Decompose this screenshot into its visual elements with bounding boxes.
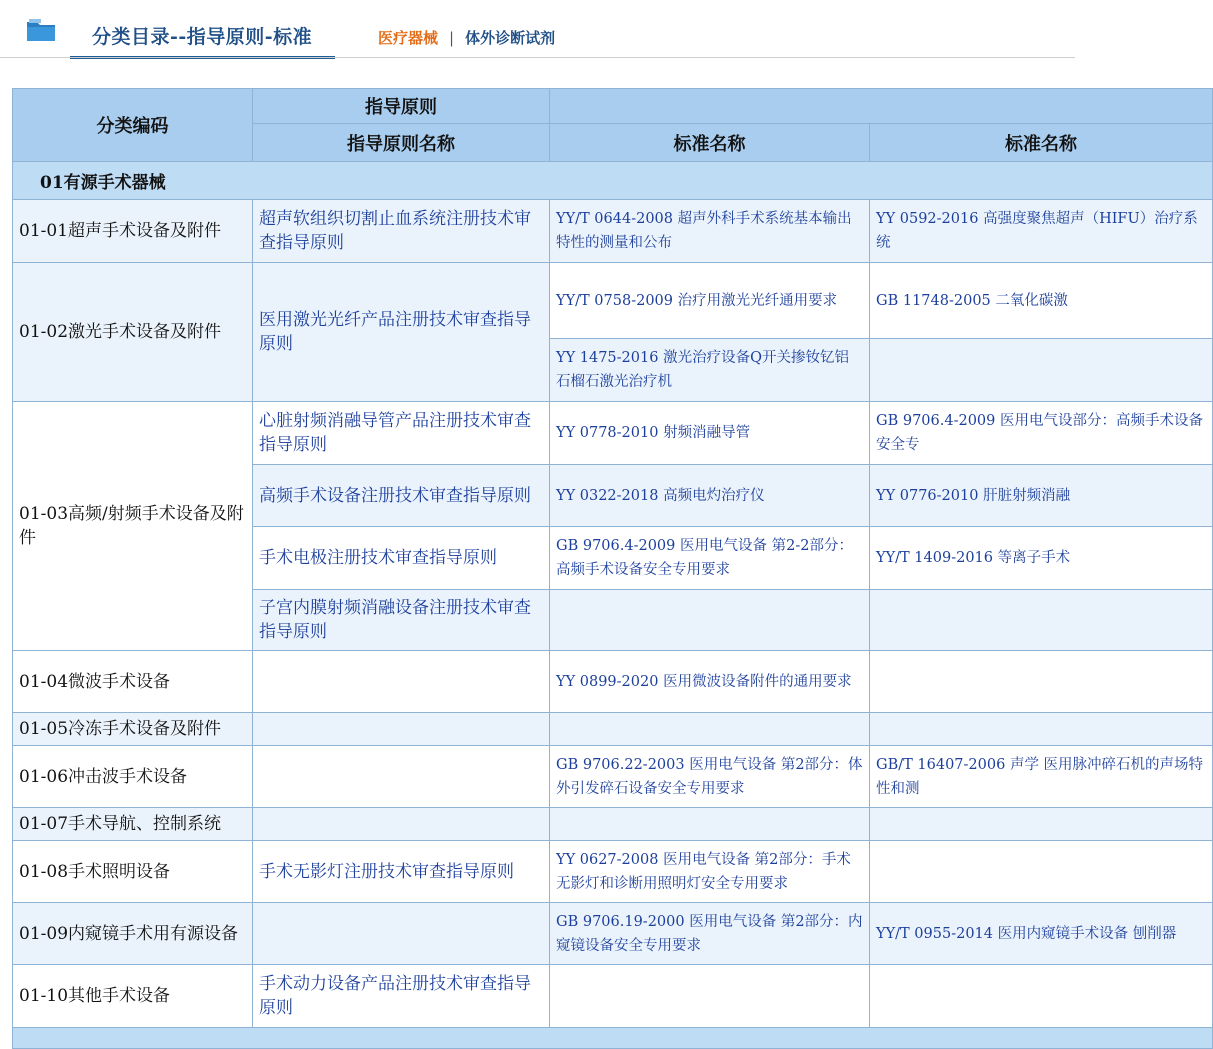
standard-link[interactable] bbox=[550, 965, 870, 1028]
standard-link[interactable]: YY 0776-2010 肝脏射频消融 bbox=[870, 465, 1213, 527]
category-nav bbox=[378, 27, 555, 48]
guide-link[interactable] bbox=[253, 808, 550, 841]
standard-link[interactable]: GB 9706.22-2003 医用电气设备 第2部分：体外引发碎石设备安全专用要求 bbox=[550, 746, 870, 808]
category-code: 01-10其他手术设备 bbox=[13, 965, 253, 1028]
category-code: 01-06冲击波手术设备 bbox=[13, 746, 253, 808]
standard-link[interactable]: YY 0322-2018 高频电灼治疗仪 bbox=[550, 465, 870, 527]
standard-link[interactable] bbox=[870, 713, 1213, 746]
table-row bbox=[13, 965, 1213, 1028]
category-code: 01-05冷冻手术设备及附件 bbox=[13, 713, 253, 746]
section-row-active-surgical: 01有源手术器械 bbox=[13, 162, 1213, 200]
category-code: 01-03高频/射频手术设备及附件 bbox=[13, 402, 253, 651]
standard-link[interactable]: YY 0778-2010 射频消融导管 bbox=[550, 402, 870, 465]
table-row bbox=[13, 651, 1213, 713]
standard-link[interactable] bbox=[870, 808, 1213, 841]
standard-link[interactable]: YY/T 0955-2014 医用内窥镜手术设备 刨削器 bbox=[870, 903, 1213, 965]
col-header-standards-group bbox=[550, 89, 1213, 124]
standard-link[interactable] bbox=[870, 339, 1213, 402]
category-code: 01-08手术照明设备 bbox=[13, 841, 253, 903]
table-row bbox=[13, 808, 1213, 841]
guide-link[interactable] bbox=[253, 746, 550, 808]
guide-link[interactable]: 高频手术设备注册技术审查指导原则 bbox=[253, 465, 550, 527]
col-header-guide-name: 指导原则名称 bbox=[253, 124, 550, 162]
col-header-standard-name-1: 标准名称 bbox=[550, 124, 870, 162]
standard-link[interactable]: YY 0592-2016 高强度聚焦超声（HIFU）治疗系统 bbox=[870, 200, 1213, 263]
standard-link[interactable] bbox=[870, 965, 1213, 1028]
folder-icon bbox=[26, 18, 56, 42]
header-divider bbox=[0, 57, 1075, 58]
standard-link[interactable] bbox=[550, 713, 870, 746]
catalog-table bbox=[12, 88, 1213, 1049]
table-row bbox=[13, 263, 1213, 339]
standard-link[interactable]: YY/T 0758-2009 治疗用激光光纤通用要求 bbox=[550, 263, 870, 339]
col-header-guide-group: 指导原则 bbox=[253, 89, 550, 124]
page-header bbox=[0, 0, 1080, 60]
standard-link[interactable]: GB 9706.4-2009 医用电气设部分：高频手术设备安全专 bbox=[870, 402, 1213, 465]
table-row bbox=[13, 713, 1213, 746]
category-code: 01-01超声手术设备及附件 bbox=[13, 200, 253, 263]
col-header-code: 分类编码 bbox=[13, 89, 253, 162]
nav-medical-devices[interactable]: 医疗器械 bbox=[378, 29, 439, 47]
table-row bbox=[13, 200, 1213, 263]
category-code: 01-04微波手术设备 bbox=[13, 651, 253, 713]
standard-link[interactable]: YY 1475-2016 激光治疗设备Q开关掺钕钇铝石榴石激光治疗机 bbox=[550, 339, 870, 402]
page-title: 分类目录--指导原则-标准 bbox=[92, 26, 313, 48]
standard-link[interactable]: YY 0899-2020 医用微波设备附件的通用要求 bbox=[550, 651, 870, 713]
guide-link[interactable]: 子宫内膜射频消融设备注册技术审查指导原则 bbox=[253, 590, 550, 651]
standard-link[interactable] bbox=[870, 651, 1213, 713]
guide-link[interactable] bbox=[253, 713, 550, 746]
guide-link[interactable]: 手术动力设备产品注册技术审查指导原则 bbox=[253, 965, 550, 1028]
guide-link[interactable] bbox=[253, 651, 550, 713]
table-row bbox=[13, 1028, 1213, 1049]
nav-ivd-reagents[interactable]: 体外诊断试剂 bbox=[465, 29, 556, 47]
table-row bbox=[13, 841, 1213, 903]
standard-link[interactable]: GB 9706.19-2000 医用电气设备 第2部分：内窥镜设备安全专用要求 bbox=[550, 903, 870, 965]
standard-link[interactable]: GB 11748-2005 二氧化碳激 bbox=[870, 263, 1213, 339]
standard-link[interactable]: YY/T 0644-2008 超声外科手术系统基本输出特性的测量和公布 bbox=[550, 200, 870, 263]
next-section-row bbox=[13, 1028, 1213, 1049]
table-row bbox=[13, 746, 1213, 808]
standard-link[interactable] bbox=[870, 841, 1213, 903]
category-code: 01-07手术导航、控制系统 bbox=[13, 808, 253, 841]
category-code: 01-02激光手术设备及附件 bbox=[13, 263, 253, 402]
standard-link[interactable] bbox=[550, 808, 870, 841]
table-row bbox=[13, 903, 1213, 965]
guide-link[interactable]: 心脏射频消融导管产品注册技术审查指导原则 bbox=[253, 402, 550, 465]
table-row bbox=[13, 402, 1213, 465]
standard-link[interactable]: YY 0627-2008 医用电气设备 第2部分：手术无影灯和诊断用照明灯安全专用要求 bbox=[550, 841, 870, 903]
guide-link[interactable] bbox=[253, 903, 550, 965]
col-header-standard-name-2: 标准名称 bbox=[870, 124, 1213, 162]
guide-link[interactable]: 手术无影灯注册技术审查指导原则 bbox=[253, 841, 550, 903]
standard-link[interactable]: GB/T 16407-2006 声学 医用脉冲碎石机的声场特性和测 bbox=[870, 746, 1213, 808]
catalog-table-container[interactable] bbox=[12, 88, 1204, 1045]
guide-link[interactable]: 手术电极注册技术审查指导原则 bbox=[253, 527, 550, 590]
category-code: 01-09内窥镜手术用有源设备 bbox=[13, 903, 253, 965]
standard-link[interactable] bbox=[550, 590, 870, 651]
standard-link[interactable] bbox=[870, 590, 1213, 651]
guide-link[interactable]: 医用激光光纤产品注册技术审查指导原则 bbox=[253, 263, 550, 402]
nav-separator: | bbox=[449, 29, 455, 47]
guide-link[interactable]: 超声软组织切割止血系统注册技术审查指导原则 bbox=[253, 200, 550, 263]
standard-link[interactable]: GB 9706.4-2009 医用电气设备 第2-2部分：高频手术设备安全专用要求 bbox=[550, 527, 870, 590]
standard-link[interactable]: YY/T 1409-2016 等离子手术 bbox=[870, 527, 1213, 590]
